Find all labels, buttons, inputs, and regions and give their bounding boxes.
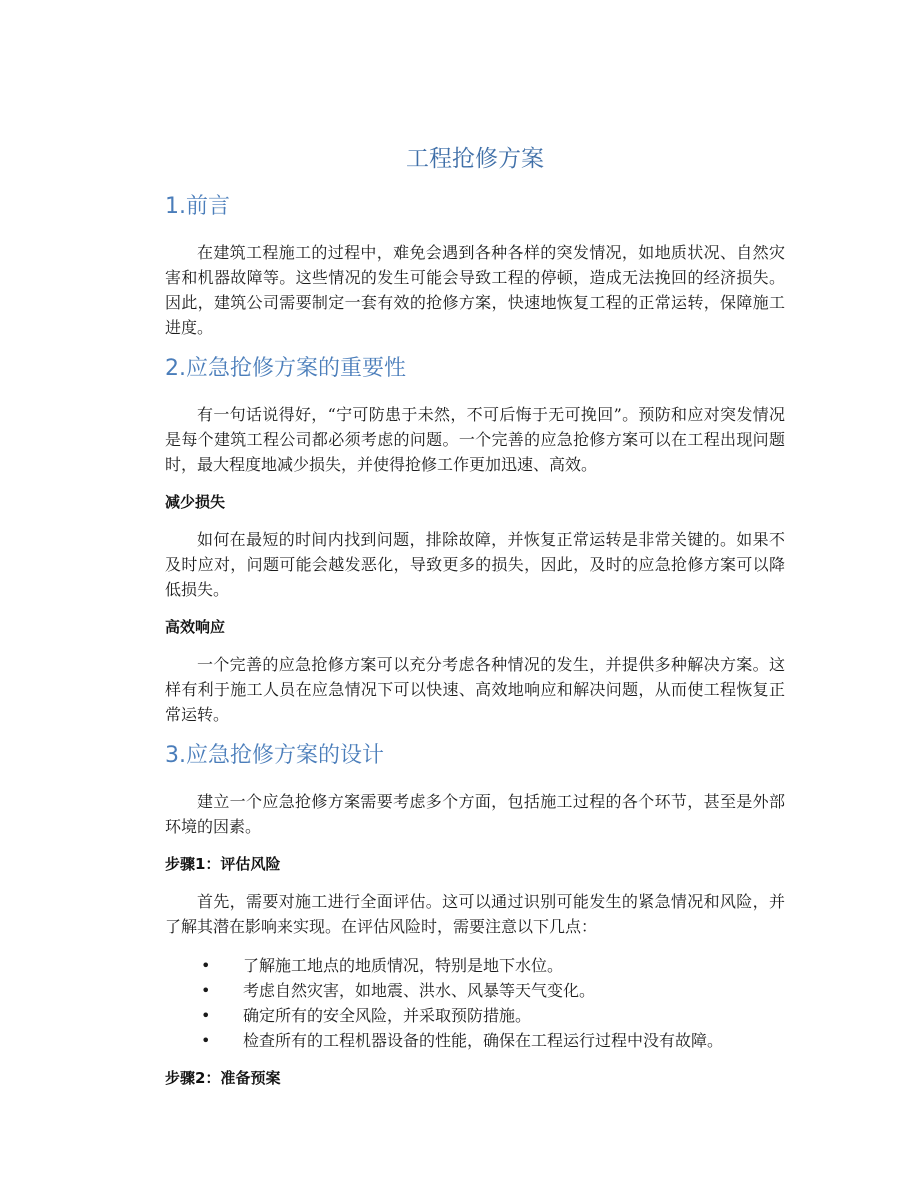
paragraph: 在建筑工程施工的过程中，难免会遇到各种各样的突发情况，如地质状况、自然灾害和机器故障等。这些情况的发生可能会导致工程的停顿，造成无法挽回的经济损失。因此，建筑公司需要制定一套有效的抢修方案，快速地恢复工程的正常运转，保障施工进度。 [165, 243, 785, 337]
section-heading: 2.应急抢修方案的重要性 [165, 356, 406, 381]
subsection-heading: 高效响应 [165, 618, 226, 636]
step-heading: 步骤2：准备预案 [165, 1069, 281, 1087]
list-item [165, 978, 785, 1003]
document-body [165, 142, 785, 1103]
document-title: 工程抢修方案 [406, 146, 544, 172]
paragraph: 建立一个应急抢修方案需要考虑多个方面，包括施工过程的各个环节，甚至是外部环境的因素。 [165, 792, 785, 836]
list-item [165, 1003, 785, 1028]
bullet-icon: • [201, 1031, 211, 1050]
bullet-icon: • [201, 1006, 211, 1025]
list-item [165, 1028, 785, 1053]
paragraph: 首先，需要对施工进行全面评估。这可以通过识别可能发生的紧急情况和风险，并了解其潜在影响来实现。在评估风险时，需要注意以下几点： [165, 892, 785, 936]
section-heading: 3.应急抢修方案的设计 [165, 743, 384, 768]
paragraph: 有一句话说得好，“宁可防患于未然，不可后悔于无可挽回”。预防和应对突发情况是每个建筑工程公司都必须考虑的问题。一个完善的应急抢修方案可以在工程出现问题时，最大程度地减少损失，并使得抢修工作更加迅速、高效。 [165, 405, 785, 474]
section-heading: 1.前言 [165, 194, 230, 219]
bullet-list [165, 953, 785, 1053]
paragraph: 如何在最短的时间内找到问题，排除故障，并恢复正常运转是非常关键的。如果不及时应对，问题可能会越发恶化，导致更多的损失，因此，及时的应急抢修方案可以降低损失。 [165, 530, 785, 599]
step-heading: 步骤1：评估风险 [165, 855, 281, 873]
paragraph: 一个完善的应急抢修方案可以充分考虑各种情况的发生，并提供多种解决方案。这样有利于施工人员在应急情况下可以快速、高效地响应和解决问题，从而使工程恢复正常运转。 [165, 655, 785, 724]
list-item-text: 了解施工地点的地质情况，特别是地下水位。 [243, 956, 564, 975]
list-item [165, 953, 785, 978]
bullet-icon: • [201, 956, 211, 975]
list-item-text: 考虑自然灾害，如地震、洪水、风暴等天气变化。 [243, 981, 596, 1000]
list-item-text: 检查所有的工程机器设备的性能，确保在工程运行过程中没有故障。 [243, 1031, 724, 1050]
subsection-heading: 减少损失 [165, 493, 226, 511]
list-item-text: 确定所有的安全风险，并采取预防措施。 [243, 1006, 532, 1025]
bullet-icon: • [201, 981, 211, 1000]
